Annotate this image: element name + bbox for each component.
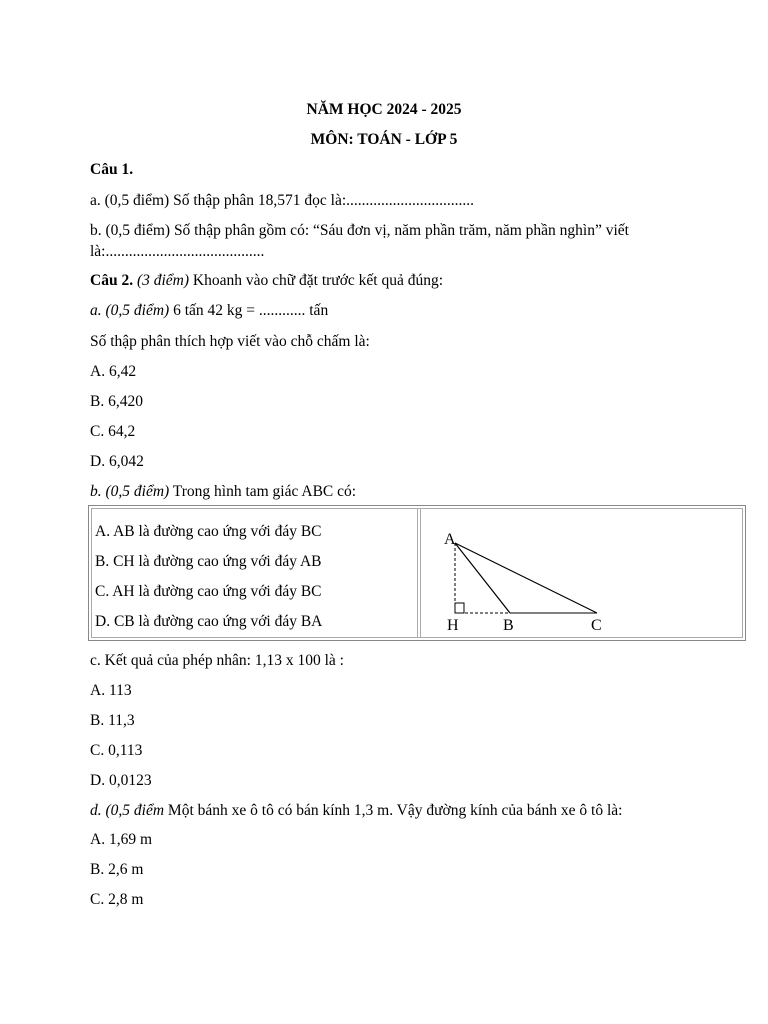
question-2-points: (3 điểm) [136,272,190,289]
question-2b-table [88,505,746,641]
side-ac [455,543,597,613]
right-angle-mark [455,603,464,613]
question-1a: a. (0,5 điểm) Số thập phân 18,571 đọc là:................................. [90,192,475,209]
option-2a-c: C. 64,2 [90,423,136,440]
option-2b-b: B. CH là đường cao ứng với đáy AB [95,553,322,570]
question-2a-text: 6 tấn 42 kg = ............ tấn [169,302,329,319]
question-2b [90,482,356,502]
option-2d-a: A. 1,69 m [90,831,152,848]
option-2a-b: B. 6,420 [90,393,143,410]
question-2b-label: b. (0,5 điểm) [90,483,170,500]
option-2d-b: B. 2,6 m [90,861,144,878]
option-2a-a: A. 6,42 [90,363,137,380]
triangle-abc-figure [425,514,739,636]
option-2c-b: B. 11,3 [90,712,135,729]
option-2b-a: A. AB là đường cao ứng với đáy BC [95,523,322,540]
question-2-heading [90,271,443,291]
vertex-label-c: C [591,617,602,634]
question-2d-label: d. (0,5 điểm [90,802,165,819]
question-1-title: Câu 1. [90,161,134,178]
subject-heading: MÔN: TOÁN - LỚP 5 [310,131,458,148]
table-divider [417,508,418,638]
option-2c-c: C. 0,113 [90,742,143,759]
option-2a-d: D. 6,042 [90,453,144,470]
vertex-label-h: H [447,617,459,634]
school-year-heading: NĂM HỌC 2024 - 2025 [306,101,462,118]
question-2d-text: Một bánh xe ô tô có bán kính 1,3 m. Vậy đường kính của bánh xe ô tô là: [164,802,623,819]
question-2-instruction: Khoanh vào chữ đặt trước kết quả đúng: [189,272,444,289]
option-2c-d: D. 0,0123 [90,772,152,789]
question-2b-text: Trong hình tam giác ABC có: [169,483,357,500]
table-divider [420,508,421,638]
question-2a-prompt: Số thập phân thích hợp viết vào chỗ chấm là: [90,333,370,350]
option-2d-c: C. 2,8 m [90,891,144,908]
vertex-label-b: B [503,617,514,634]
option-2c-a: A. 113 [90,682,132,699]
question-2a [90,301,328,321]
option-2b-c: C. AH là đường cao ứng với đáy BC [95,583,322,600]
question-1b-line1: b. (0,5 điểm) Số thập phân gồm có: “Sáu đơn vị, năm phần trăm, năm phần nghìn” viết [90,222,629,239]
question-2a-label: a. (0,5 điểm) [90,302,170,319]
question-1b-line2: là:......................................... [90,243,265,260]
option-2b-d: D. CB là đường cao ứng với đáy BA [95,613,323,630]
question-2d [90,801,622,821]
question-2c: c. Kết quả của phép nhân: 1,13 x 100 là : [90,652,344,669]
vertex-label-a: A [444,531,456,548]
question-2-title: Câu 2. [90,272,134,289]
